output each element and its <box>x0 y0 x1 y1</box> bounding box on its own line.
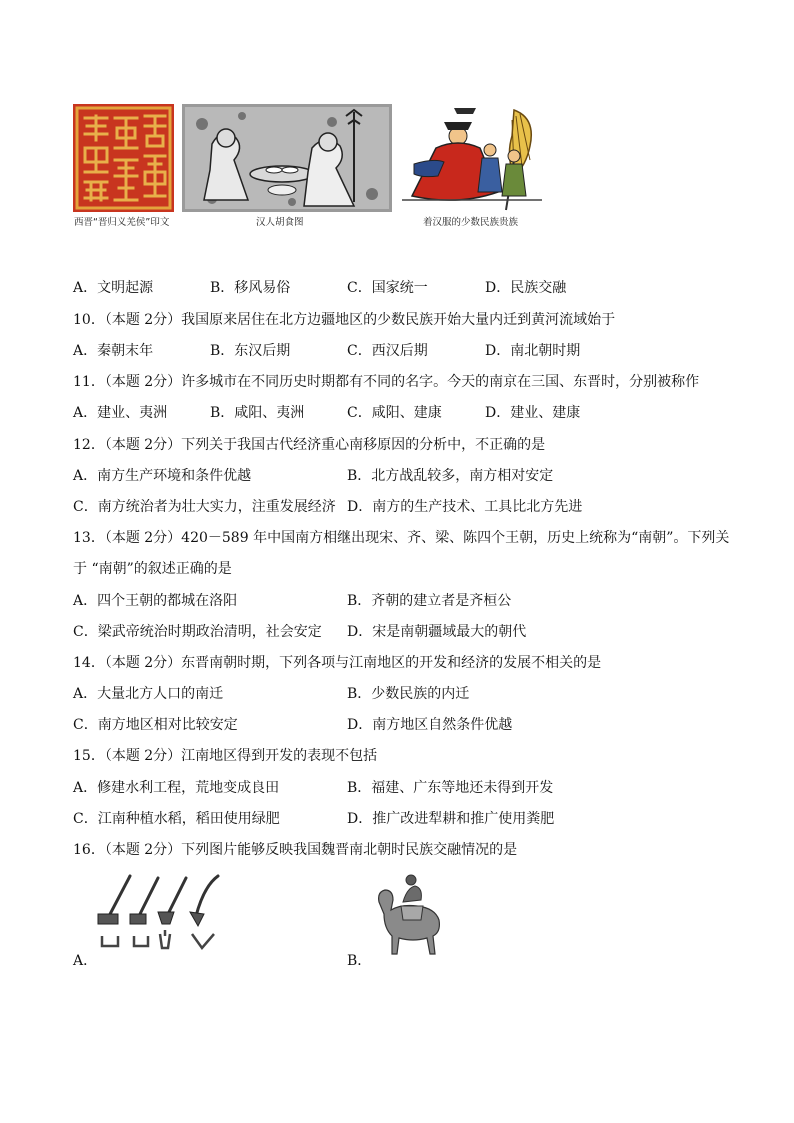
q13-stem-line1: 13．（本题 2分）420－589 年中国南方相继出现宋、齐、梁、陈四个王朝，历史上统称为“南朝”。下列关 <box>73 530 730 546</box>
q16-stem: 16．（本题 2分）下列图片能够反映我国魏晋南北朝时民族交融情况的是 <box>73 842 518 858</box>
caption-mural: 汉人胡食图 <box>256 217 304 228</box>
q13-option-a[interactable]: A．四个王朝的都城在洛阳 <box>73 593 238 609</box>
q16-option-b[interactable]: B． <box>347 953 372 969</box>
q15-option-b[interactable]: B．福建、广东等地还未得到开发 <box>347 780 554 796</box>
q15-option-c[interactable]: C．江南种植水稻，稻田使用绿肥 <box>73 811 280 827</box>
q10-option-d[interactable]: D．南北朝时期 <box>485 343 581 359</box>
q12-stem: 12．（本题 2分）下列关于我国古代经济重心南移原因的分析中，不正确的是 <box>73 437 546 453</box>
farming-tools-image <box>94 872 226 954</box>
caption-noble: 着汉服的少数民族贵族 <box>423 217 519 228</box>
q12-option-d[interactable]: D．南方的生产技术、工具比北方先进 <box>347 499 583 515</box>
q11-stem: 11．（本题 2分）许多城市在不同历史时期都有不同的名字。今天的南京在三国、东晋时，分别被称作 <box>73 374 700 390</box>
q14-option-b[interactable]: B．少数民族的内迁 <box>347 686 470 702</box>
seal-image <box>73 104 174 212</box>
q13-option-d[interactable]: D．宋是南朝疆域最大的朝代 <box>347 624 527 640</box>
q14-option-a[interactable]: A．大量北方人口的南迁 <box>73 686 224 702</box>
q11-option-c[interactable]: C．咸阳、建康 <box>347 405 442 421</box>
q11-option-b[interactable]: B．咸阳、夷洲 <box>210 405 305 421</box>
q14-option-d[interactable]: D．南方地区自然条件优越 <box>347 717 513 733</box>
q14-stem: 14．（本题 2分）东晋南朝时期，下列各项与江南地区的开发和经济的发展不相关的是 <box>73 655 602 671</box>
q10-option-c[interactable]: C．西汉后期 <box>347 343 428 359</box>
q11-option-a[interactable]: A．建业、夷洲 <box>73 405 168 421</box>
q15-option-a[interactable]: A．修建水利工程，荒地变成良田 <box>73 780 280 796</box>
q9-option-d[interactable]: D．民族交融 <box>485 280 567 296</box>
q14-option-c[interactable]: C．南方地区相对比较安定 <box>73 717 238 733</box>
caption-seal: 西晋“晋归义羌侯”印文 <box>74 217 170 228</box>
q11-option-d[interactable]: D．建业、建康 <box>485 405 581 421</box>
q12-option-c[interactable]: C．南方统治者为壮大实力，注重发展经济 <box>73 499 336 515</box>
q13-option-c[interactable]: C．梁武帝统治时期政治清明，社会安定 <box>73 624 322 640</box>
q15-option-d[interactable]: D．推广改进犁耕和推广使用粪肥 <box>347 811 555 827</box>
q15-stem: 15．（本题 2分）江南地区得到开发的表现不包括 <box>73 748 378 764</box>
han-hu-food-mural <box>182 104 392 212</box>
q10-stem: 10．（本题 2分）我国原来居住在北方边疆地区的少数民族开始大量内迁到黄河流域始于 <box>73 312 616 328</box>
q12-option-a[interactable]: A．南方生产环境和条件优越 <box>73 468 252 484</box>
q9-option-c[interactable]: C．国家统一 <box>347 280 428 296</box>
q13-stem-line2: 于 “南朝”的叙述正确的是 <box>73 561 232 577</box>
q10-option-b[interactable]: B．东汉后期 <box>210 343 291 359</box>
q9-option-b[interactable]: B．移风易俗 <box>210 280 291 296</box>
q10-option-a[interactable]: A．秦朝末年 <box>73 343 154 359</box>
camel-figurine-image <box>373 872 445 956</box>
q16-option-a[interactable]: A． <box>73 953 98 969</box>
q13-option-b[interactable]: B．齐朝的建立者是齐桓公 <box>347 593 512 609</box>
q12-option-b[interactable]: B．北方战乱较多，南方相对安定 <box>347 468 554 484</box>
minority-noble-han-clothes-painting <box>396 100 546 214</box>
q9-option-a[interactable]: A．文明起源 <box>73 280 154 296</box>
